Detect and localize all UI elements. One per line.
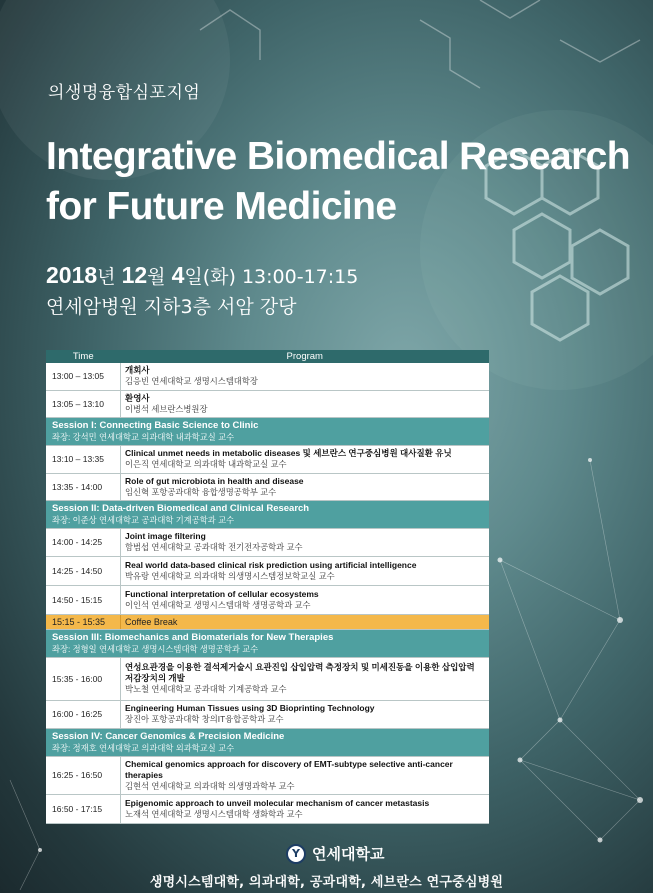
session-chair: 좌장: 이준상 연세대학교 공과대학 기계공학과 교수 [52, 514, 235, 525]
talk-speaker: 이병석 세브란스병원장 [125, 403, 208, 414]
talk-title: 연성요관경을 이용한 결석제거술시 요관진입 삽입압력 측정장치 및 미세진동을 이용한 삽입압력 저감장치의 개발 [125, 662, 475, 683]
date-day: 4 [171, 262, 185, 288]
row-time: 14:50 - 15:15 [46, 585, 121, 614]
session-cell [46, 417, 489, 445]
row-program [121, 528, 490, 556]
date-year: 2018 [46, 262, 98, 288]
date-time: 13:00-17:15 [235, 266, 359, 288]
title-line-1: Integrative Biomedical Research [46, 135, 630, 178]
table-row [46, 756, 489, 794]
table-row [46, 585, 489, 614]
session-title: Session IV: Cancer Genomics & Precision Medicine [52, 730, 285, 742]
talk-title: Joint image filtering [125, 531, 206, 541]
row-program [121, 556, 490, 585]
talk-speaker: 노재석 연세대학교 생명시스템대학 생화학과 교수 [125, 808, 303, 819]
header-program: Program [121, 350, 490, 363]
header-time: Time [46, 350, 121, 363]
kicker-text: 의생명융합심포지엄 [48, 83, 201, 103]
talk-speaker: 박유랑 연세대학교 의과대학 의생명시스템정보학교실 교수 [125, 570, 335, 581]
date-weekday: (화) [202, 266, 236, 288]
row-time: 14:00 - 14:25 [46, 528, 121, 556]
row-time: 13:00 – 13:05 [46, 363, 121, 390]
talk-title: Real world data-based clinical risk prediction using artificial intelligence [125, 559, 417, 570]
coffee-break-row [46, 614, 489, 629]
date-day-unit: 일 [184, 266, 203, 288]
session-row [46, 417, 489, 445]
talk-title: 개회사 [125, 365, 150, 376]
talk-speaker: 함범섭 연세대학교 공과대학 전기전자공학과 교수 [125, 542, 303, 552]
session-title: Session II: Data-driven Biomedical and Clinical Research [52, 502, 310, 514]
row-program [121, 363, 490, 390]
row-time: 16:25 - 16:50 [46, 756, 121, 794]
row-time: 13:05 – 13:10 [46, 390, 121, 417]
title-line-2: for Future Medicine [46, 185, 397, 228]
session-chair: 좌장: 정형일 연세대학교 생명시스템대학 생명공학과 교수 [52, 643, 259, 654]
row-time: 16:00 - 16:25 [46, 700, 121, 728]
talk-speaker: 임신혁 포항공과대학 융합생명공학부 교수 [125, 486, 277, 497]
talk-title: Role of gut microbiota in health and disease [125, 475, 304, 486]
table-header [46, 350, 489, 363]
talk-speaker: 이인석 연세대학교 생명시스템대학 생명공학과 교수 [125, 599, 311, 610]
session-cell [46, 728, 489, 756]
row-time: 16:50 - 17:15 [46, 794, 121, 823]
table-row [46, 657, 489, 700]
session-row [46, 500, 489, 528]
yonsei-logo [286, 843, 384, 864]
talk-speaker: 이은직 연세대학교 의과대학 내과학교실 교수 [125, 459, 287, 469]
session-title: Session I: Connecting Basic Science to Clinic [52, 419, 259, 431]
table-row [46, 363, 489, 390]
row-program [121, 445, 490, 473]
date-month: 12 [121, 262, 148, 288]
talk-title: Chemical genomics approach for discovery of EMT-subtype selective anti-cancer therapies [125, 758, 453, 780]
coffee-time: 15:15 - 15:35 [46, 614, 121, 629]
row-program [121, 390, 490, 417]
session-row [46, 728, 489, 756]
organizers-footer: 생명시스템대학, 의과대학, 공과대학, 세브란스 연구중심병원 [149, 875, 504, 890]
row-program [121, 700, 490, 728]
program-table [46, 350, 489, 824]
session-cell [46, 629, 489, 657]
date-year-unit: 년 [97, 266, 122, 288]
table-row [46, 445, 489, 473]
table-row [46, 390, 489, 417]
talk-title: Engineering Human Tissues using 3D Bioprinting Technology [125, 703, 375, 713]
talk-speaker: 김응빈 연세대학교 생명시스템대학장 [125, 376, 258, 387]
row-program [121, 585, 490, 614]
row-time: 13:35 - 14:00 [46, 473, 121, 500]
table-row [46, 528, 489, 556]
talk-title: Epigenomic approach to unveil molecular mechanism of cancer metastasis [125, 797, 430, 808]
session-cell [46, 500, 489, 528]
date-month-unit: 월 [147, 266, 172, 288]
talk-title: Functional interpretation of cellular ecosystems [125, 588, 319, 599]
row-program [121, 794, 490, 823]
event-date [46, 262, 358, 289]
row-program [121, 657, 490, 700]
row-time: 15:35 - 16:00 [46, 657, 121, 700]
talk-title: Clinical unmet needs in metabolic diseases 및 세브란스 연구중심병원 대사질환 유닛 [125, 448, 452, 458]
session-chair: 좌장: 정재호 연세대학교 의과대학 외과학교실 교수 [52, 742, 235, 753]
session-row [46, 629, 489, 657]
event-venue: 연세암병원 지하3층 서암 강당 [46, 296, 297, 318]
university-seal-icon: Y [286, 844, 306, 864]
session-chair: 좌장: 강석민 연세대학교 의과대학 내과학교실 교수 [52, 431, 235, 442]
row-time: 14:25 - 14:50 [46, 556, 121, 585]
row-time: 13:10 – 13:35 [46, 445, 121, 473]
logo-text: 연세대학교 [312, 845, 385, 863]
symposium-title [46, 132, 646, 232]
talk-title: 환영사 [125, 392, 150, 403]
talk-speaker: 김현석 연세대학교 의과대학 의생명과학부 교수 [125, 780, 295, 791]
coffee-label: Coffee Break [121, 614, 490, 629]
row-program [121, 756, 490, 794]
table-row [46, 556, 489, 585]
row-program [121, 473, 490, 500]
talk-speaker: 박노철 연세대학교 공과대학 기계공학과 교수 [125, 684, 287, 694]
table-row [46, 473, 489, 500]
talk-speaker: 장진아 포항공과대학 창의IT융합공학과 교수 [125, 714, 284, 724]
session-title: Session III: Biomechanics and Biomaterials for New Therapies [52, 631, 334, 643]
table-row [46, 794, 489, 823]
table-row [46, 700, 489, 728]
